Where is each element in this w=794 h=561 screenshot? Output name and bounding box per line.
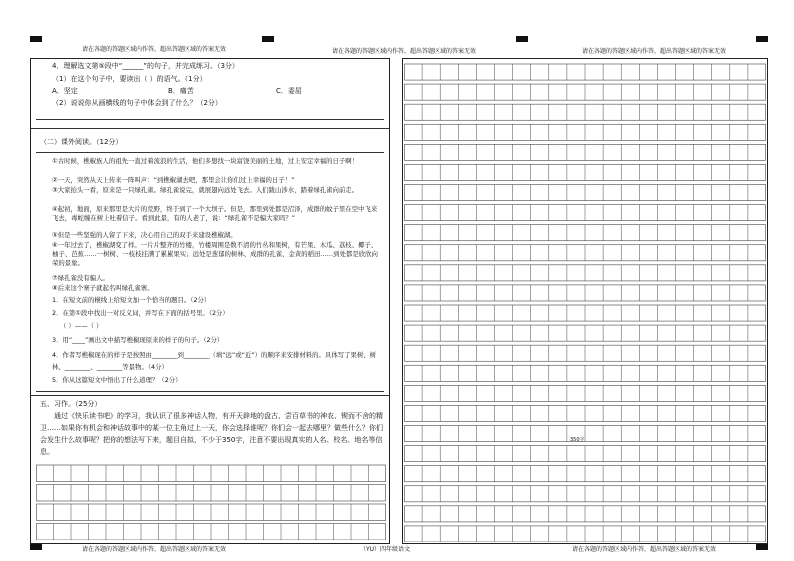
word-count-marker: 350字 (570, 437, 585, 443)
reading-paragraph: ①古时候，樵椒族人的祖先一直过着流浪的生活，他们多想找一块富饶美丽的土地，过上安定幸福的日子啊！ (52, 157, 359, 165)
registration-mark (756, 36, 768, 42)
answer-line (36, 119, 384, 120)
reading-paragraph: ③大家抬头一看，原来是一只绿孔雀。绿孔雀说完，就展翅向远处飞去。人们跋山涉水，踏着绿孔雀向前走。 (52, 186, 359, 194)
reading-question: 4．作者写樵椒现在的样子是按照由________到________（填“远”或“近”）的顺序来安排材料的。具体写了果树、树林、________、________等景物。（4分） (52, 351, 377, 371)
reading-paragraph: ⑥一年过去了，樵椒湖变了样。一片片整齐的竹楼，竹楼周围是数不清的竹丛和果树，有芒果、木瓜、荔枝、椰子、柚子、芭蕉……一树树、一枝枝挂满了累累果实；远处是葱郁的树林、成群的孔雀、金黄的稻田……到处都是欣欣向荣的景象。 (52, 241, 378, 267)
section5-heading: 五、习作。（25分） (40, 400, 102, 408)
registration-mark (262, 36, 274, 42)
q4-sub1: （1）在这个句子中，要读出（ ）的语气。（1分） (52, 75, 207, 83)
writing-prompt: 通过《快乐读书吧》的学习，我认识了很多神话人物，有开天辟地的盘古、尝百草书的神农、锲而不舍的精卫……如果你有机会和神话故事中的某一位主角过上一天，你会选择谁呢？你们会一起去哪里？做些什么？你们会发生什么故事呢？把你的想法写下来，题目自拟，不少于350字，注意不要出现真实的人名、校名、地名等信息。 (40, 412, 383, 456)
registration-mark (30, 544, 42, 550)
q4-option-b: B．痛苦 (168, 87, 194, 95)
section-divider (30, 395, 390, 396)
q4-option-c: C．委屈 (276, 87, 302, 95)
reading-question: 3．用“____”画出文中描写樵椒现原来的样子的句子。（2分） (52, 336, 224, 344)
antonym-answer-blanks[interactable]: （ ）——（ ） (60, 322, 103, 330)
reading-question: 5．你从这篇短文中悟出了什么道理？（2分） (52, 376, 182, 384)
reading-question: 1．在短文前的横线上给短文加一个恰当的题目。（2分） (52, 296, 211, 304)
section-divider (30, 128, 390, 129)
footer-notice: 请在各题的答题区域内作答，超出答题区域的答案无效 (572, 546, 717, 553)
q4-title: 4．理解选文第⑤段中“______”的句子，并完成练习。（3分） (52, 62, 239, 70)
q4-option-a: A．坚定 (52, 87, 78, 95)
footer-center: （YU）四年级语文 (360, 546, 411, 553)
reading-paragraph: ②一天，突然从天上传来一阵叫声：“到樵椒湖去吧，那里会让你们过上幸福的日子！” (52, 176, 295, 184)
section2-heading: （二）课外阅读。（12分） (40, 138, 123, 146)
title-line (36, 152, 384, 153)
registration-mark (30, 36, 42, 42)
reading-paragraph: ④起初，地面，原来那里是大片的荒野，终于到了一个大坝子。但是，那里到处都是沼泽，成群的蚊子里在空中飞来飞去，毒蛇缠在树上吐着信子。看到此景，有的人老了，说：“绿孔雀不是骗大家吗？” (52, 205, 378, 222)
answer-line (36, 391, 384, 392)
footer-notice: 请在各题的答题区域内作答，超出答题区域的答案无效 (82, 546, 227, 553)
header-notice: 请在各题的答题区域内作答，超出答题区域的答案无效 (82, 46, 227, 53)
reading-question: 2．在第①段中找出一对反义词，并写在下面的括号里。（2分） (52, 309, 229, 317)
header-notice: 请在各题的答题区域内作答，超出答题区域的答案无效 (582, 48, 727, 55)
writing-grid-right[interactable] (404, 60, 766, 542)
header-notice: 请在各题的答题区域内作答，超出答题区域的答案无效 (332, 48, 477, 55)
reading-paragraph: ⑧后来这个寨子就起名叫绿孔雀寨。 (52, 284, 154, 292)
registration-mark (516, 36, 528, 42)
reading-paragraph: ⑦绿孔雀没有骗人。 (52, 274, 109, 282)
q4-sub2: （2）说说你从画横线的句子中体会到了什么？（2分） (52, 99, 222, 107)
registration-mark (756, 544, 768, 550)
writing-grid-left[interactable] (36, 462, 386, 540)
reading-paragraph: ⑤但是一些坚强的人留了下来，决心用自己的双手来建设樵椒湖。 (52, 231, 237, 239)
